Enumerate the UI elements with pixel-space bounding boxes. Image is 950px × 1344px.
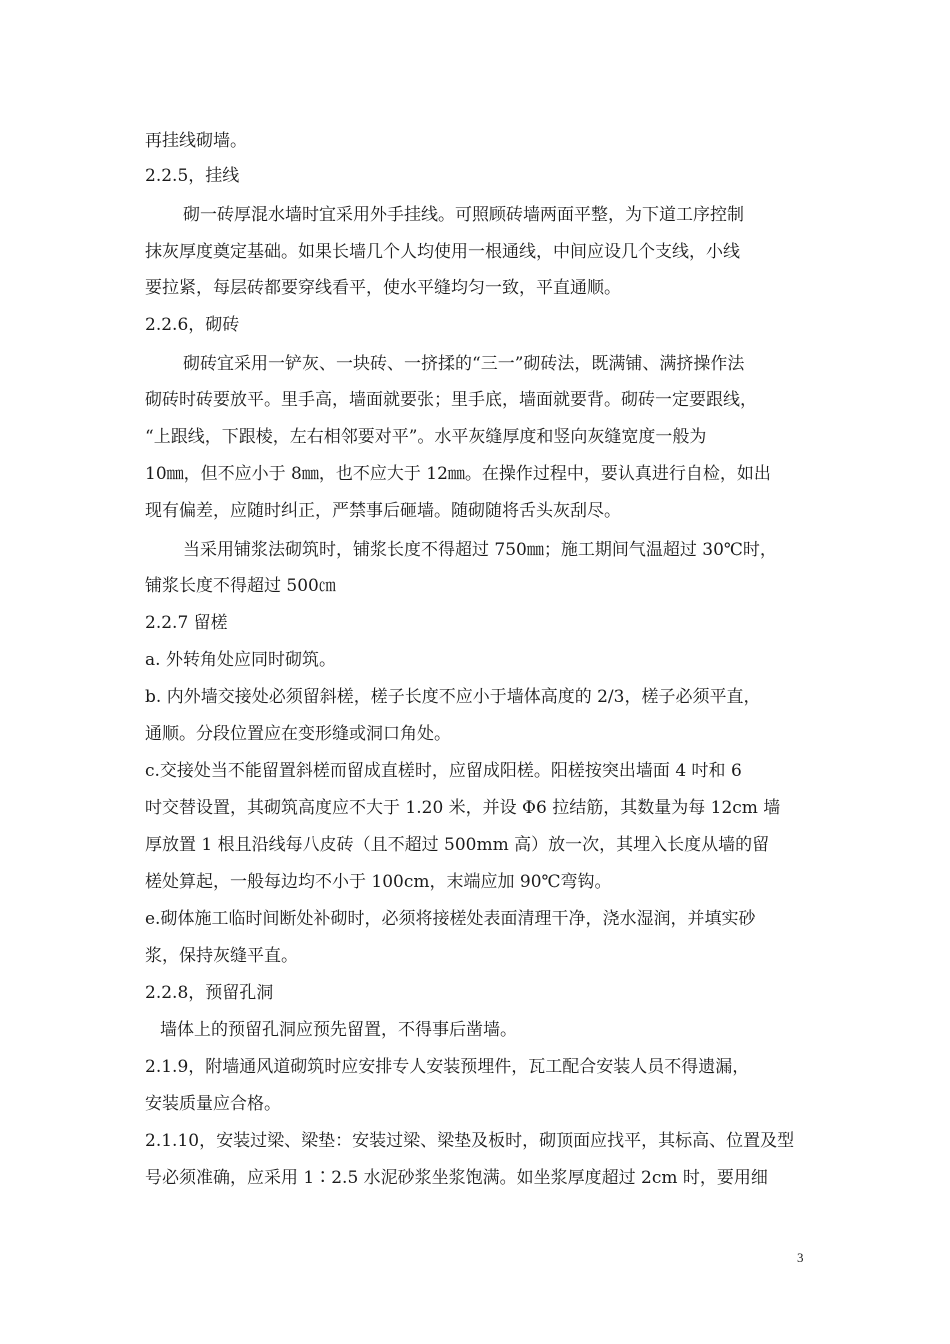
text-line: 再挂线砌墙。 [145,131,247,151]
text-line: “上跟线，下跟棱，左右相邻要对平”。水平灰缝厚度和竖向灰缝宽度一般为 [145,427,707,447]
list-item: c.交接处当不能留置斜槎而留成直槎时，应留成阳槎。阳槎按突出墙面 4 吋和 6 [145,761,742,781]
text-line: 当采用铺浆法砌筑时，铺浆长度不得超过 750㎜；施工期间气温超过 30℃时， [183,540,777,560]
text-line: 铺浆长度不得超过 500㎝ [145,576,336,596]
section-heading: 2.2.6，砌砖 [145,315,240,335]
list-item: e.砌体施工临时间断处补砌时，必须将接槎处表面清理干净，浇水湿润，并填实砂 [145,909,756,929]
text-line: 砌砖宜采用一铲灰、一块砖、一挤揉的“三一”砌砖法，既满铺、满挤操作法 [183,354,745,374]
text-line: 浆，保持灰缝平直。 [145,946,298,966]
text-line: 吋交替设置，其砌筑高度应不大于 1.20 米，并设 Φ6 拉结筋，其数量为每 12cm 墙 [145,798,781,818]
text-line: 号必须准确，应采用 1∶2.5 水泥砂浆坐浆饱满。如坐浆厚度超过 2cm 时，要用细 [145,1168,768,1188]
section-heading: 2.2.5，挂线 [145,166,240,186]
text-line: 通顺。分段位置应在变形缝或洞口角处。 [145,724,451,744]
text-line: 砌砖时砖要放平。里手高，墙面就要张；里手底，墙面就要背。砌砖一定要跟线， [145,390,757,410]
text-line: 槎处算起，一般每边均不小于 100cm，末端应加 90℃弯钩。 [145,872,612,892]
page-number: 3 [797,1250,804,1265]
text-line: 要拉紧，每层砖都要穿线看平，使水平缝均匀一致，平直通顺。 [145,278,621,298]
section-heading: 2.2.7 留槎 [145,613,228,633]
section-heading: 2.2.8，预留孔洞 [145,983,274,1003]
list-item: a. 外转角处应同时砌筑。 [145,650,336,670]
list-item: b. 内外墙交接处必须留斜槎，槎子长度不应小于墙体高度的 2/3，槎子必须平直， [145,687,761,707]
text-line: 厚放置 1 根且沿线每八皮砖（且不超过 500mm 高）放一次，其埋入长度从墙的留 [145,835,770,855]
text-line: 2.1.9，附墙通风道砌筑时应安排专人安装预埋件，瓦工配合安装人员不得遗漏， [145,1057,750,1077]
text-line: 抹灰厚度奠定基础。如果长墙几个人均使用一根通线，中间应设几个支线，小线 [145,242,740,262]
text-line: 2.1.10，安装过梁、梁垫：安装过梁、梁垫及板时，砌顶面应找平，其标高、位置及型 [145,1131,795,1151]
text-line: 安装质量应合格。 [145,1094,281,1114]
text-line: 墙体上的预留孔洞应预先留置，不得事后凿墙。 [160,1020,517,1040]
text-line: 现有偏差，应随时纠正，严禁事后砸墙。随砌随将舌头灰刮尽。 [145,501,621,521]
text-line: 砌一砖厚混水墙时宜采用外手挂线。可照顾砖墙两面平整，为下道工序控制 [183,205,744,225]
text-line: 10㎜，但不应小于 8㎜，也不应大于 12㎜。在操作过程中，要认真进行自检，如出 [145,464,771,484]
